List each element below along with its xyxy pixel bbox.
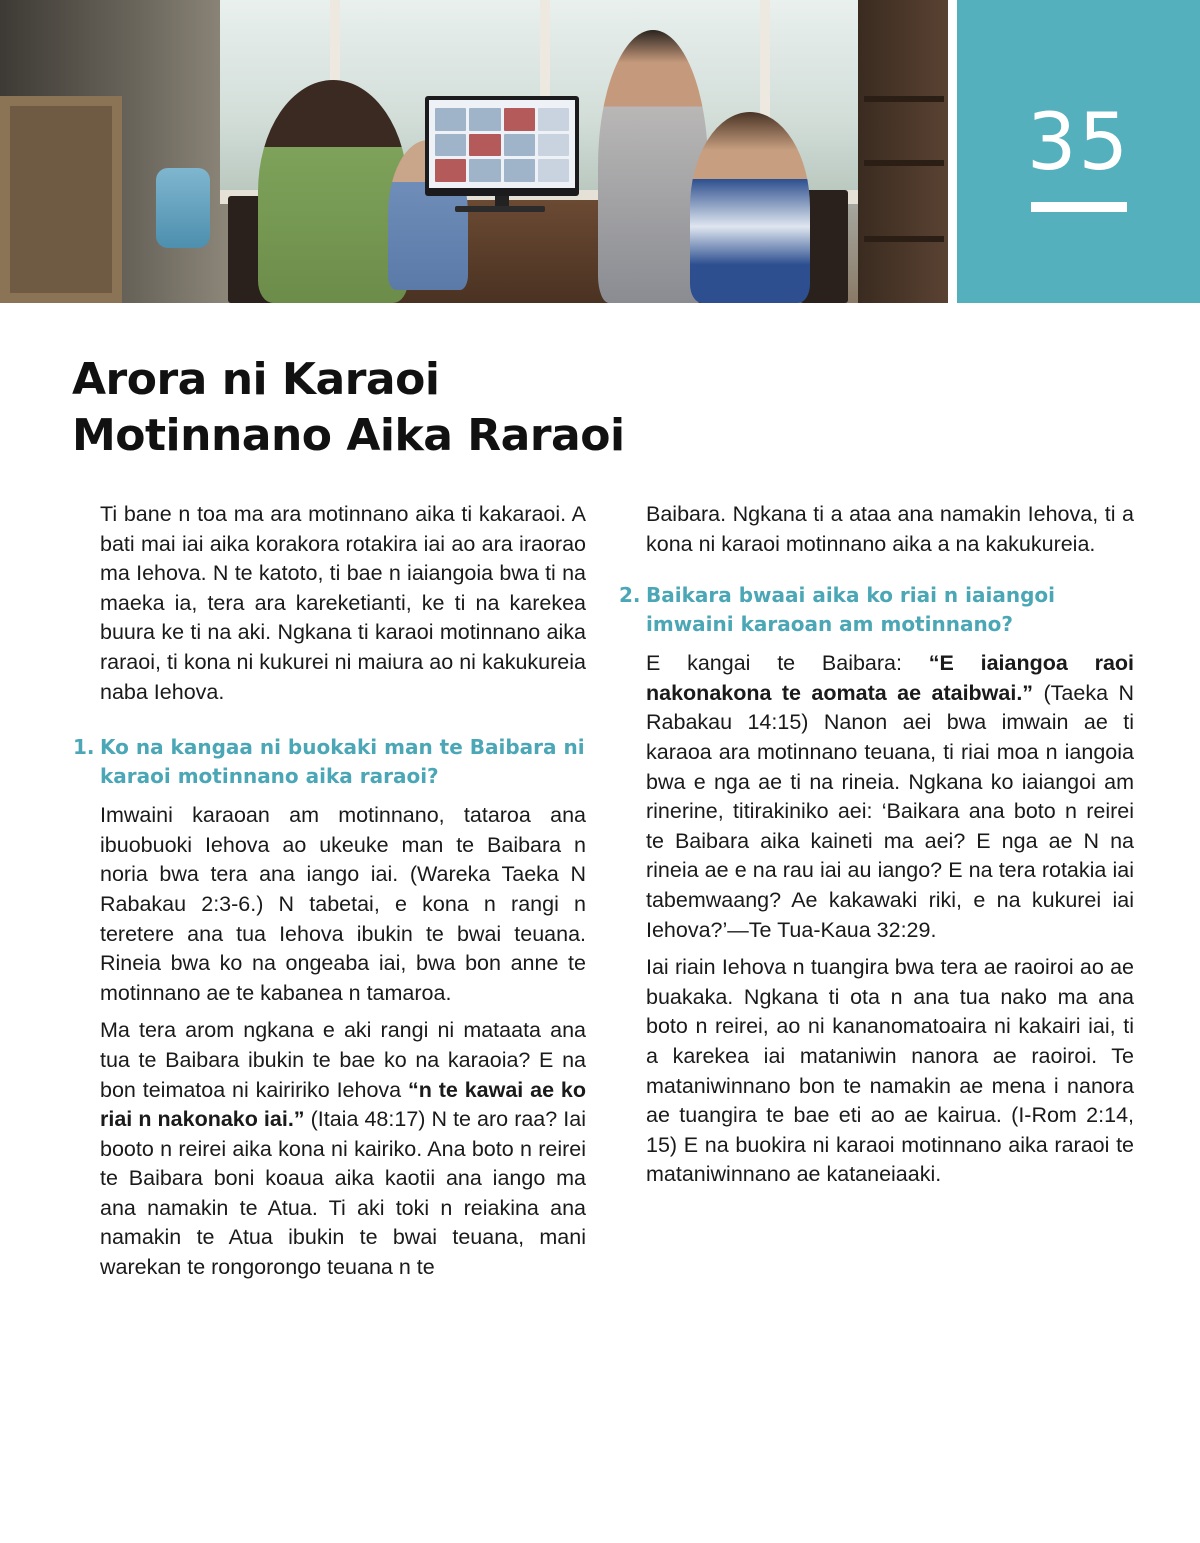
section-1-paragraph-2 [100,1016,586,1282]
photo-picture-frame [0,96,122,303]
right-column [619,500,1135,1198]
question-2-number: 2. [619,583,641,608]
page-title [72,352,892,464]
section-2-paragraph-1-text-cont: (Taeka N Rabakau 14:15) Nanon aei bwa imwain ae ti karaoa ara motinnano teuana, ti riai moa n iangoia bwa e nga ae ti na rineia. Ngkana ko iaiangoi am rinerine, titirakiniko aei: ‘Baikara ana boto n reirei te Baibara aika kaineti ma aei? E nga ae N na rineia ae e na rau iai au iango? E na tera rotakia iai tabemwaang? Ae kakawaki riki, e na kukurei iai Iehova?’—Te Tua-Kaua 32:29. [646,680,1134,942]
chapter-number-underline [1031,202,1127,212]
photo-monitor-screen [429,100,575,188]
photo-boy [690,112,810,303]
question-1-number: 1. [73,735,95,760]
section-2-paragraph-1-text: E kangai te Baibara: [646,651,929,676]
question-2-heading [619,581,1134,639]
photo-keyboard [455,206,545,212]
section-1-scripture-quote: “n te kawai ae ko riai n nakonako iai.” [100,1077,586,1132]
intro-paragraph: Ti bane n toa ma ara motinnano aika ti kakaraoi. A bati mai iai aika korakora rotakira iai ao ara iraorao ma Iehova. N te katoto, ti bae n iaiangoia bwa ti na maeka ia, tera ara kareketianti, ke ti na karekea buura ke ti na aki. Ngkana ti karaoi motinnano aika raraoi, ti kona ni kukurei ni maiura ao ni kakukureia naba Iehova. [100,502,586,704]
section-2-paragraph-1 [646,649,1134,945]
header-photo-family-at-computer [0,0,948,303]
question-2-text: Baikara bwaai aika ko riai n iaiangoi imwaini karaoan am motinnano? [646,583,1055,637]
chapter-number: 35 [1026,98,1131,188]
section-2-scripture-quote: “E iaiangoa raoi nakonakona te aomata ae ataibwai.” [646,651,1135,705]
photo-baby-bottle [156,168,210,248]
page-title-line-2: Motinnano Aika Raraoi [72,410,625,461]
page-title-line-1: Arora ni Karaoi [72,354,440,405]
photo-bookshelf [858,0,948,303]
photo-computer-monitor [425,96,579,196]
photo-monitor-stand [495,196,509,206]
section-1-paragraph-1: Imwaini karaoan am motinnano, tataroa ana ibuobuoki Iehova ao ukeuke man te Baibara n noria bwa tera ana iango iai. (Wareka Taeka N Rabakau 2:3-6.) N tabetai, e kona n rangi n teretere ana tua Iehova ibukin te bwai teuana. Rineia bwa ko na ongeaba iai, bwa bon anne te motinnano ae te kabanea n tamaroa. [100,803,586,1005]
section-1-paragraph-2-continued: Baibara. Ngkana ti a ataa ana namakin Iehova, ti a kona ni karaoi motinnano aika a na kakukureia. [646,502,1134,556]
question-1-text: Ko na kangaa ni buokaki man te Baibara ni karaoi motinnano aika raraoi? [100,735,585,789]
question-1-heading [73,733,586,791]
chapter-badge [957,0,1200,303]
section-1-paragraph-2-text: Ma tera arom ngkana e aki rangi ni mataata ana tua te Baibara ibukin te bae ko na karaoia? E na bon teimatoa ni kaiririko Iehova [100,1018,586,1102]
section-2-paragraph-2: Iai riain Iehova n tuangira bwa tera ae raoiroi ao ae buakaka. Ngkana ti ota n ana tua nako ma ana boto n reirei, ao ni kananomatoaira ni kakairi iai, ti a karekea iai mataniwin nanora ae raoiroi. Te mataniwinnano bon te namakin ae mena i nanora ae tuangira te bae eti ao ae kairua. (I-Rom 2:14, 15) E na buokira ni karaoi motinnano aika raraoi te mataniwinnano ae kataneiaaki. [646,955,1134,1187]
photo-mother [258,80,408,303]
left-column [73,500,586,1291]
section-1-paragraph-2-text-cont: (Itaia 48:17) N te aro raa? Iai booto n reirei aika kona ni kairiko. Ana boto n reirei te Baibara boni koaua aika kaotii ana iango ma ana namakin te Atua. Ti aki toki n reiakina ana namakin te Atua ibukin te bwai teuana, mani warekan te rongorongo teuana n te [100,1107,586,1280]
